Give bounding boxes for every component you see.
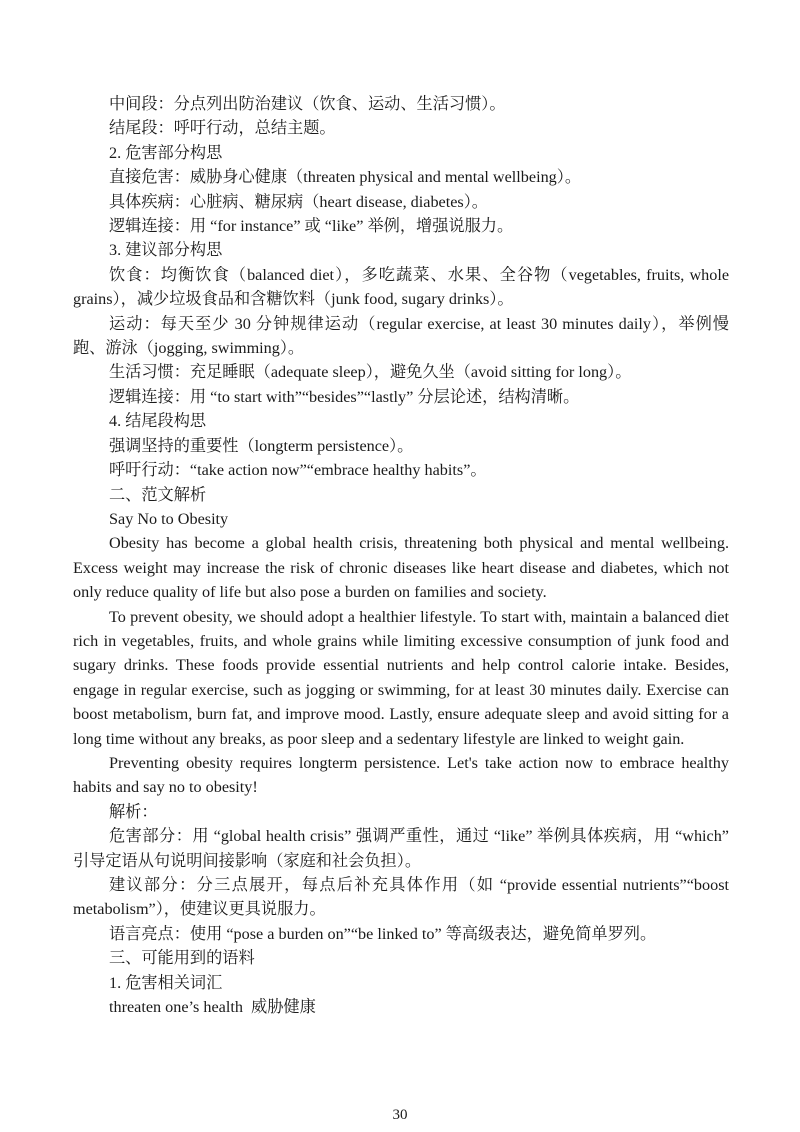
harm-logic: 逻辑连接：用 “for instance” 或 “like” 举例，增强说服力。 xyxy=(109,217,514,236)
ending-persistence: 强调坚持的重要性（longterm persistence）。 xyxy=(109,436,414,455)
analysis-label: 解析： xyxy=(109,802,158,821)
harm-direct: 直接危害：威胁身心健康（threaten physical and mental wellbeing）。 xyxy=(109,168,582,187)
document-page xyxy=(73,92,729,1019)
outline-middle: 中间段：分点列出防治建议（饮食、运动、生活习惯）。 xyxy=(109,95,506,113)
section-heading-suggestions: 3. 建议部分构思 xyxy=(109,241,223,260)
analysis-suggestions: 建议部分：分三点展开，每点后补充具体作用（如 “provide essential nutrients”“boost metabolism”），使建议更具说服力。 xyxy=(73,876,729,919)
analysis-harm: 危害部分：用 “global health crisis” 强调严重性，通过 “like” 举例具体疾病，用 “which” 引导定语从句说明间接影响（家庭和社会负担）。 xyxy=(73,827,729,870)
outline-ending: 结尾段：呼吁行动，总结主题。 xyxy=(109,119,336,138)
page-number: 30 xyxy=(392,1107,408,1123)
analysis-language: 语言亮点：使用 “pose a burden on”“be linked to” 等高级表达，避免简单罗列。 xyxy=(109,924,657,943)
harm-diseases: 具体疾病：心脏病、糖尿病（heart disease, diabetes）。 xyxy=(109,192,488,211)
section-heading-model-essay: 二、范文解析 xyxy=(109,485,207,504)
section-heading-harm: 2. 危害部分构思 xyxy=(109,143,223,162)
suggestion-logic: 逻辑连接：用 “to start with”“besides”“lastly” 分层论述，结构清晰。 xyxy=(109,387,580,406)
suggestion-lifestyle: 生活习惯：充足睡眠（adequate sleep），避免久坐（avoid sitting for long）。 xyxy=(109,363,632,382)
suggestion-diet: 饮食：均衡饮食（balanced diet），多吃蔬菜、水果、全谷物（vegetables, fruits, whole grains），减少垃圾食品和含糖饮料（junk food, sugary drinks）。 xyxy=(73,265,729,309)
section-heading-harm-vocab: 1. 危害相关词汇 xyxy=(109,973,223,992)
essay-title: Say No to Obesity xyxy=(109,509,229,528)
section-heading-ending: 4. 结尾段构思 xyxy=(109,412,207,431)
section-heading-materials: 三、可能用到的语料 xyxy=(109,949,255,968)
essay-paragraph-3: Preventing obesity requires longterm persistence. Let's take action now to embrace healthy habits and say no to obesity! xyxy=(73,753,729,797)
vocab-item: threaten one’s health 威胁健康 xyxy=(109,998,316,1017)
suggestion-exercise: 运动：每天至少 30 分钟规律运动（regular exercise, at least 30 minutes daily），举例慢跑、游泳（jogging, swimming）。 xyxy=(73,314,729,358)
essay-paragraph-2: To prevent obesity, we should adopt a healthier lifestyle. To start with, maintain a balanced diet rich in vegetables, fruits, and whole grains while limiting excessive consumption of junk food and sugary drinks. These foods provide essential nutrients and help control calorie intake. Besides, engage in regular exercise, such as jogging or swimming, for at least 30 minutes daily. Exercise can boost metabolism, burn fat, and improve mood. Lastly, ensure adequate sleep and avoid sitting for a long time without any breaks, as poor sleep and a sedentary lifestyle are linked to weight gain. xyxy=(73,607,729,748)
ending-call-to-action: 呼吁行动：“take action now”“embrace healthy habits”。 xyxy=(109,461,487,480)
essay-paragraph-1: Obesity has become a global health crisis, threatening both physical and mental wellbeing. Excess weight may increase the risk of chronic diseases like heart disease and diabetes, which not only reduce quality of life but also pose a burden on families and society. xyxy=(73,534,729,602)
